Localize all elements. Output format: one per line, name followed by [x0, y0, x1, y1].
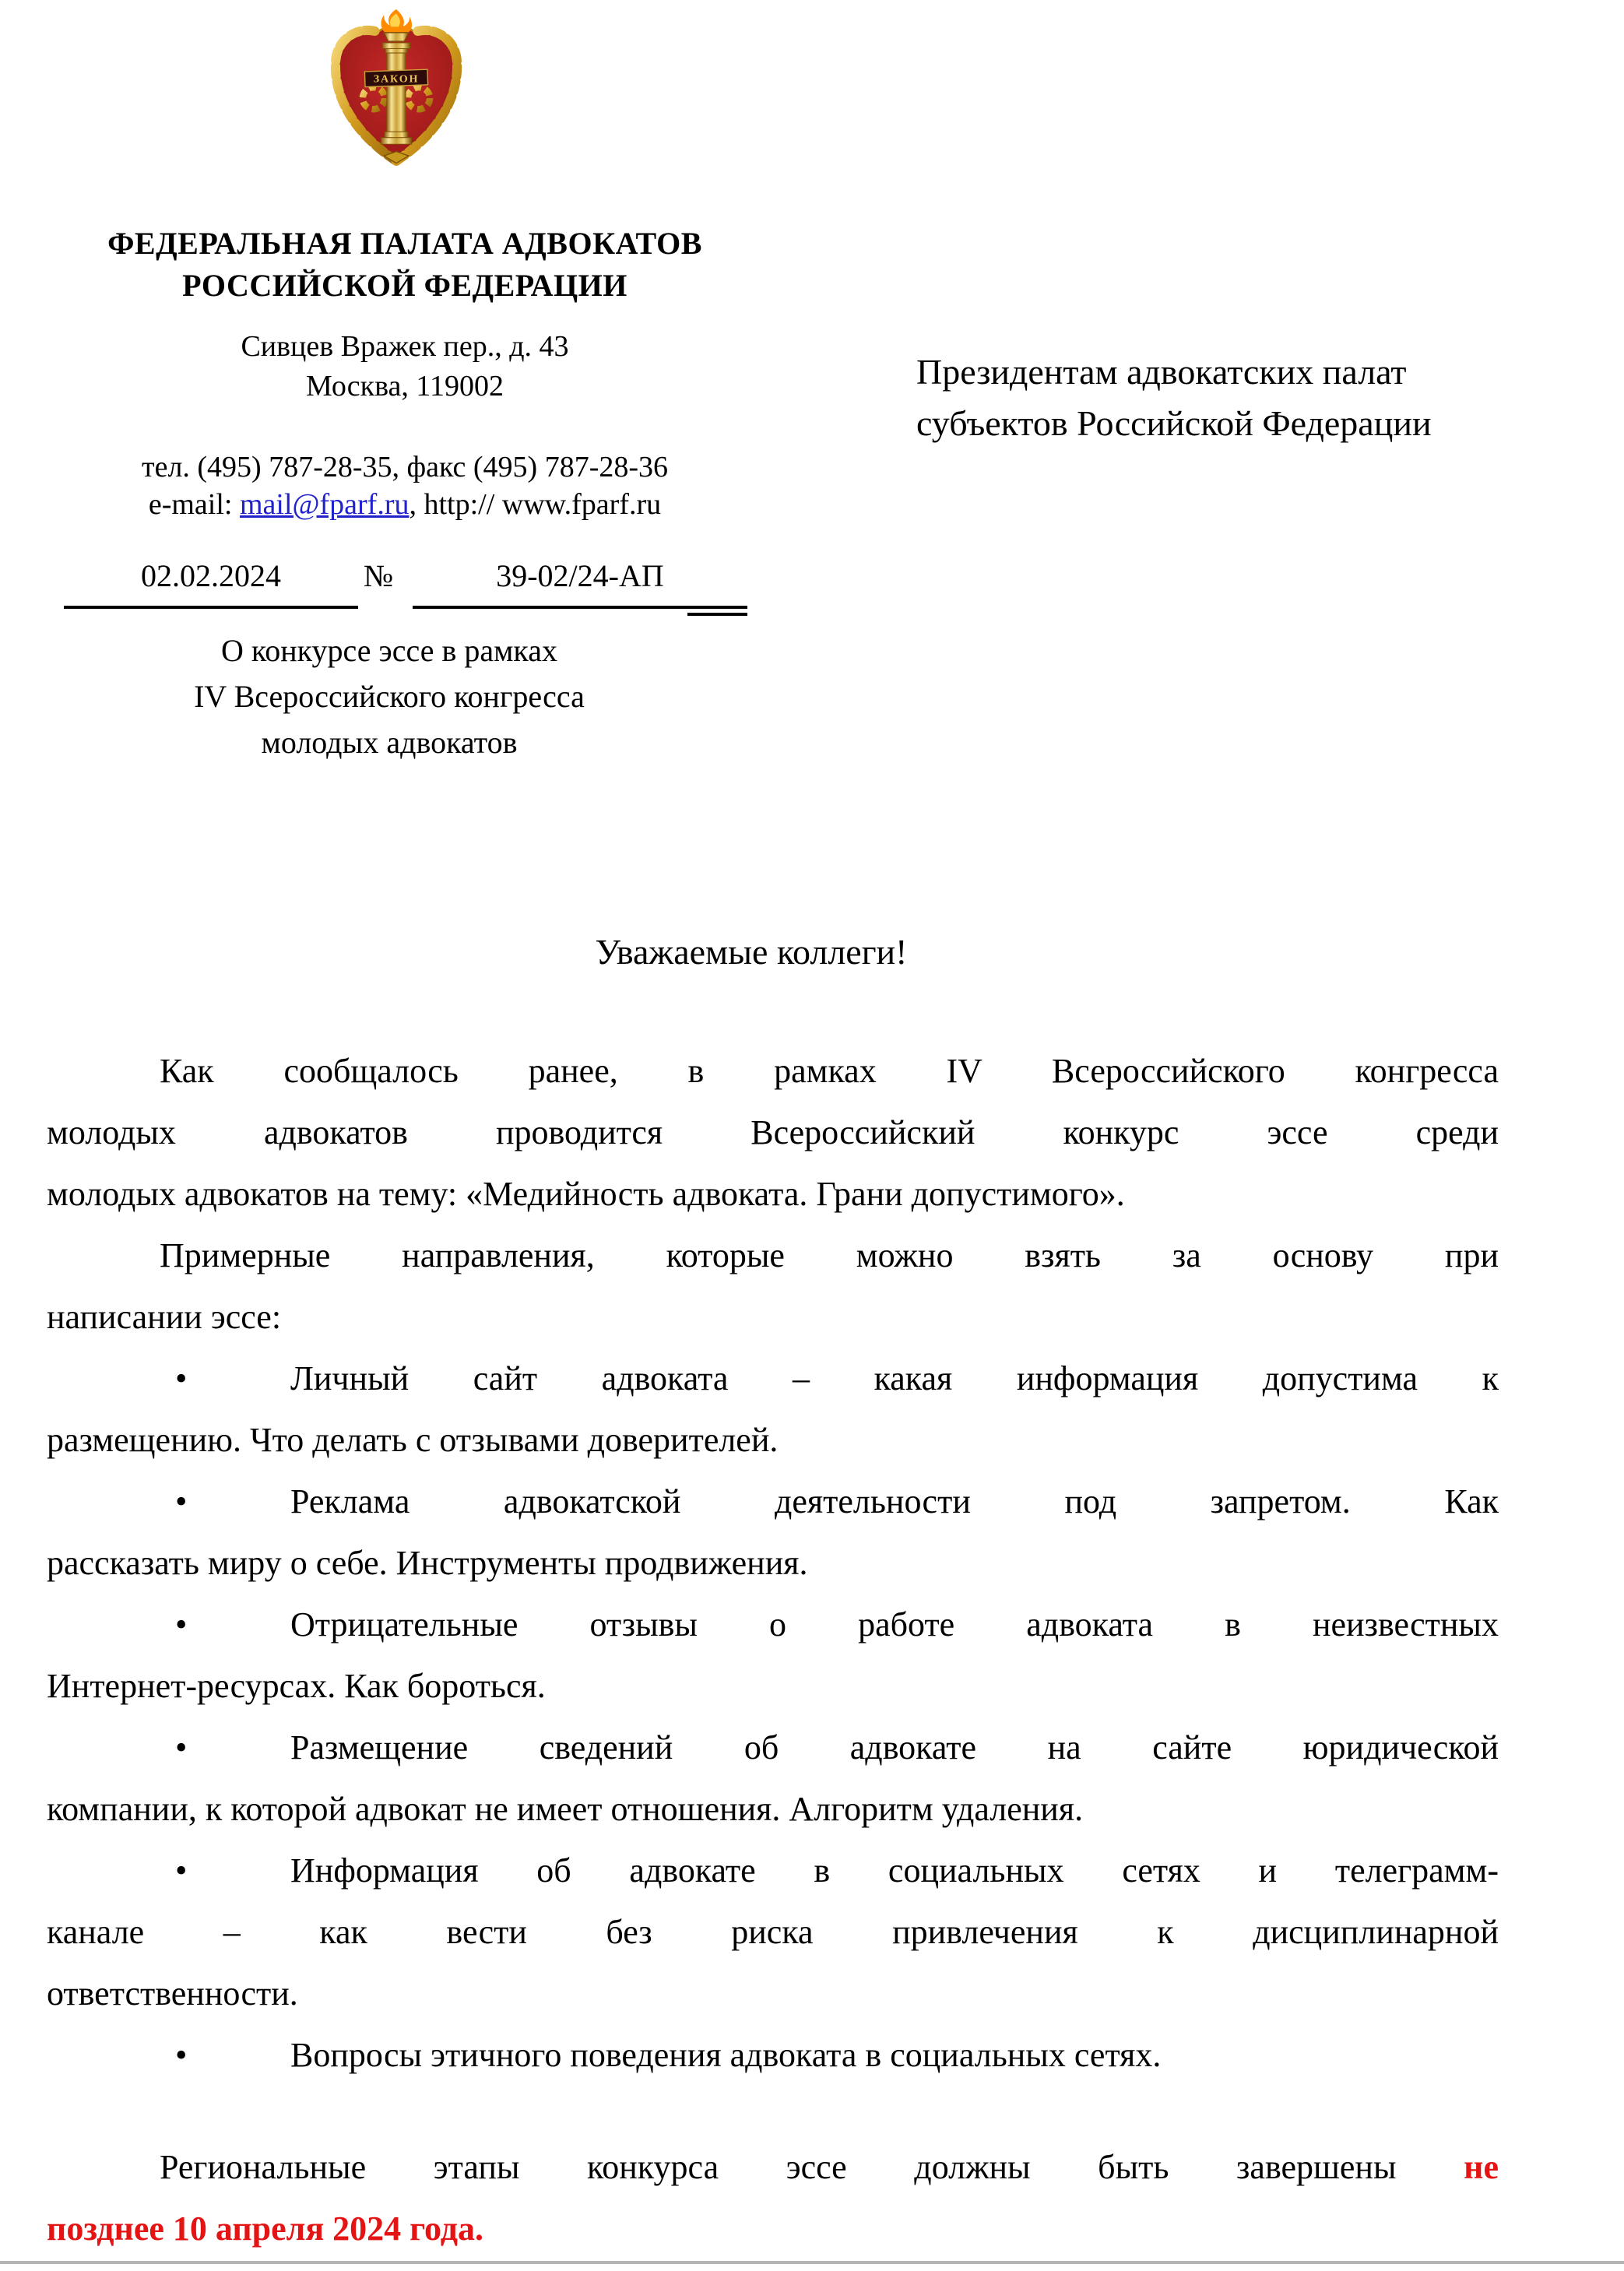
text-segment: рассказать миру о себе. Инструменты продвижения. [47, 1544, 808, 1582]
text-segment: Личный сайт адвоката – какая информация допустима к [290, 1359, 1499, 1397]
bullet-item [47, 1717, 1499, 1840]
email-line [47, 486, 763, 523]
addressee-line1: Президентам адвокатских палат [916, 352, 1407, 392]
text-line [47, 1225, 1499, 1286]
org-name-line1: ФЕДЕРАЛЬНАЯ ПАЛАТА АДВОКАТОВ [107, 226, 702, 261]
subject-line3: молодых адвокатов [261, 725, 518, 760]
subject-line1: О конкурсе эссе в рамках [220, 633, 557, 668]
text-line [47, 1471, 1499, 1532]
subject-line2: IV Всероссийского конгресса [194, 679, 585, 714]
addressee [916, 346, 1432, 449]
org-contacts [47, 448, 763, 523]
text-segment: компании, к которой адвокат не имеет отношения. Алгоритм удаления. [47, 1790, 1084, 1828]
bullet-item [47, 1594, 1499, 1717]
text-line [47, 2024, 1499, 2086]
letter-date: 02.02.2024 [64, 557, 358, 609]
text-line [47, 2136, 1499, 2198]
org-name [47, 223, 763, 307]
text-line [47, 1778, 1499, 1840]
paragraph [47, 1040, 1499, 1225]
deadline-highlight: позднее 10 апреля 2024 года. [47, 2209, 484, 2248]
email-label: e-mail: [148, 488, 240, 521]
bullet-item [47, 2024, 1499, 2086]
website-suffix: , http:// www.fparf.ru [409, 488, 662, 521]
text-segment: размещению. Что делать с отзывами доверителей. [47, 1421, 779, 1459]
text-segment: Информация об адвокате в социальных сетях и телеграмм- [290, 1851, 1499, 1890]
text-segment: Реклама адвокатской деятельности под запретом. Как [290, 1482, 1499, 1520]
law-column-torch-emblem-icon [327, 6, 466, 171]
number-sign: № [364, 558, 394, 593]
text-line [47, 1532, 1499, 1594]
text-line [47, 1840, 1499, 1901]
org-address [47, 327, 763, 406]
text-line [47, 1963, 1499, 2024]
text-line [47, 1163, 1499, 1225]
text-segment: канале – как вести без риска привлечения к дисциплинарной [47, 1913, 1499, 1951]
text-segment: Интернет-ресурсах. Как бороться. [47, 1667, 546, 1705]
text-line [47, 1102, 1499, 1163]
text-segment: Региональные этапы конкурса эссе должны быть завершены [160, 2148, 1464, 2186]
paragraph [47, 2136, 1499, 2259]
text-segment: Примерные направления, которые можно взять за основу при [160, 1236, 1499, 1274]
bullet-icon: • [175, 1359, 188, 1397]
salutation: Уважаемые коллеги! [595, 932, 908, 972]
text-segment: ответственности. [47, 1974, 298, 2013]
text-segment: Как сообщалось ранее, в рамках IV Всероссийского конгресса [160, 1052, 1499, 1090]
letter-number: 39-02/24-АП [413, 557, 747, 609]
text-line [47, 1409, 1499, 1471]
page-bottom-divider [0, 2261, 1624, 2264]
email-link[interactable]: mail@fparf.ru [239, 488, 410, 521]
text-line [47, 1717, 1499, 1778]
text-line [47, 1655, 1499, 1717]
address-line1: Сивцев Вражек пер., д. 43 [241, 330, 569, 363]
text-segment: Отрицательные отзывы о работе адвоката в неизвестных [290, 1605, 1499, 1643]
text-segment: Вопросы этичного поведения адвоката в социальных сетях. [290, 2036, 1162, 2074]
organization-emblem [327, 6, 466, 171]
bullet-icon: • [175, 1728, 188, 1767]
text-segment: написании эссе: [47, 1298, 282, 1336]
text-line [47, 1040, 1499, 1102]
bullet-icon: • [175, 2036, 188, 2074]
bullet-item [47, 1840, 1499, 2024]
letter-body [47, 921, 1499, 2259]
text-segment: молодых адвокатов проводится Всероссийский конкурс эссе среди [47, 1113, 1499, 1151]
date-number-row [0, 557, 786, 628]
text-segment: молодых адвокатов на тему: «Медийность адвоката. Грани допустимого». [47, 1175, 1125, 1213]
bullet-item [47, 1471, 1499, 1594]
bullet-icon: • [175, 1482, 188, 1520]
org-name-line2: РОССИЙСКОЙ ФЕДЕРАЦИИ [182, 268, 627, 303]
body-paragraphs [47, 1040, 1499, 2259]
phone-fax-line: тел. (495) 787-28-35, факс (495) 787-28-36 [141, 451, 669, 483]
text-line [47, 1594, 1499, 1655]
address-line2: Москва, 119002 [305, 370, 504, 403]
letter-subject [156, 628, 623, 765]
bullet-icon: • [175, 1605, 188, 1643]
paragraph [47, 1225, 1499, 1348]
text-line [47, 1348, 1499, 1409]
text-line [47, 2198, 1499, 2259]
bullet-icon: • [175, 1851, 188, 1890]
addressee-line2: субъектов Российской Федерации [916, 403, 1432, 443]
text-line [47, 1901, 1499, 1963]
number-underline-tail [687, 564, 747, 616]
text-line [47, 1286, 1499, 1348]
text-segment: Размещение сведений об адвокате на сайте юридической [290, 1728, 1499, 1767]
emblem-banner-text: ЗАКОН [373, 72, 420, 86]
deadline-highlight: не [1464, 2148, 1499, 2186]
bullet-item [47, 1348, 1499, 1471]
